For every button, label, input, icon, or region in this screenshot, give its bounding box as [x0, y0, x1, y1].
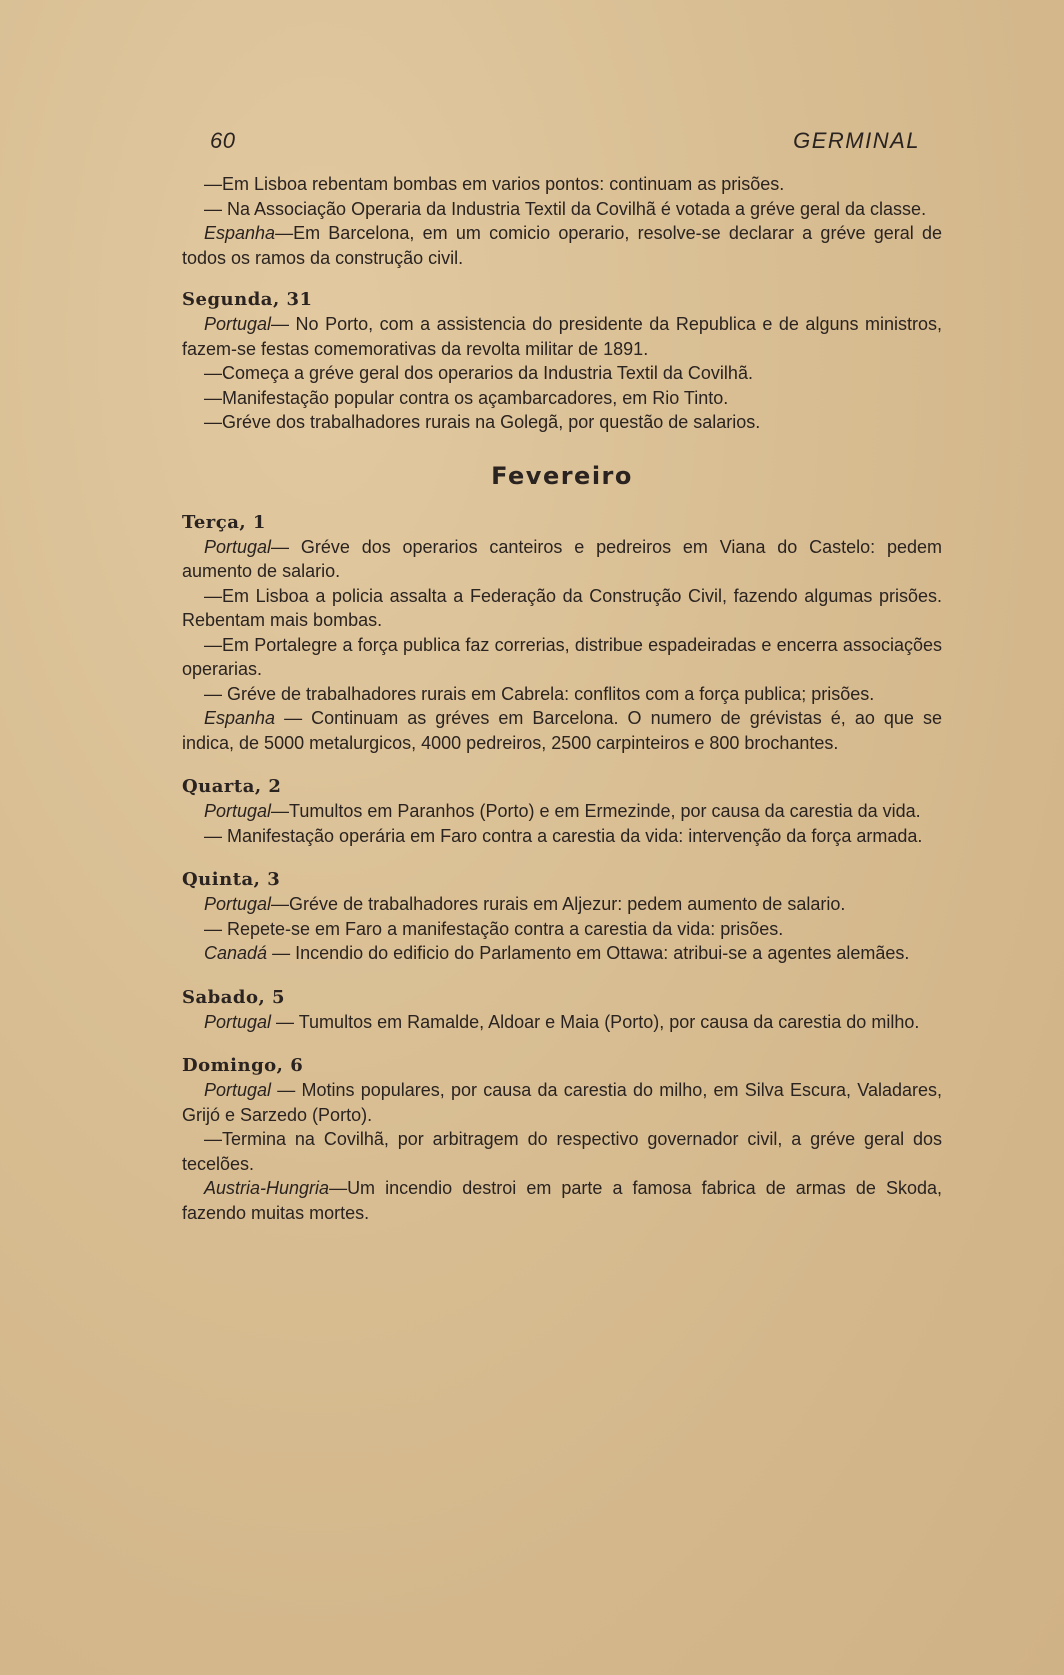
entry-paragraph: —Manifestação popular contra os açambarcadores, em Rio Tinto. [204, 387, 729, 408]
page-content [182, 172, 942, 1225]
entry-text: —Em Barcelona, em um comicio operario, resolve-se declarar a gréve geral de todos os ramos da construção civil. [182, 223, 942, 268]
day-heading: Sabado, 5 [182, 986, 286, 1008]
entry-paragraph [182, 892, 942, 917]
country-name: Portugal [204, 1011, 272, 1032]
entry-paragraph [182, 312, 942, 361]
entry-paragraph: — Repete-se em Faro a manifestação contra a carestia da vida: prisões. [204, 918, 784, 939]
entry-paragraph: — Na Associação Operaria da Industria Textil da Covilhã é votada a gréve geral da classe. [204, 198, 927, 219]
page-header [210, 128, 920, 162]
entry-paragraph: —Gréve dos trabalhadores rurais na Golegã, por questão de salarios. [204, 412, 761, 432]
page-number: 60 [210, 128, 236, 153]
entry-paragraph: — Gréve de trabalhadores rurais em Cabrela: conflitos com a força publica; prisões. [204, 683, 875, 704]
country-name: Portugal [204, 536, 272, 557]
day-heading: Terça, 1 [182, 511, 266, 533]
entry-paragraph: —Começa a gréve geral dos operarios da Industria Textil da Covilhã. [204, 363, 753, 383]
country-name: Portugal [204, 801, 272, 821]
entry-paragraph [182, 941, 942, 966]
country-name: Portugal [204, 314, 272, 334]
entry-text: — Gréve dos operarios canteiros e pedreiros em Viana do Castelo: pedem aumento de salario. [182, 536, 942, 581]
entry-paragraph: —Em Portalegre a força publica faz correrias, distribue espadeiradas e encerra associações operarias. [182, 634, 942, 679]
entry-text: —Tumultos em Paranhos (Porto) e em Ermezinde, por causa da carestia da vida. [271, 801, 921, 821]
entry-text: —Gréve de trabalhadores rurais em Aljezur: pedem aumento de salario. [271, 894, 846, 914]
entry-paragraph: —Em Lisboa a policia assalta a Federação da Construção Civil, fazendo algumas prisões. Rebentam mais bombas. [182, 585, 942, 630]
country-name: Canadá [204, 943, 268, 963]
entry-text: —Um incendio destroi em parte a famosa fabrica de armas de Skoda, fazendo muitas mortes. [182, 1178, 942, 1223]
entry-paragraph: —Termina na Covilhã, por arbitragem do respectivo governador civil, a gréve geral dos tecelões. [182, 1129, 942, 1174]
entry-paragraph [182, 535, 942, 584]
entry-paragraph [182, 221, 942, 270]
entry-paragraph: —Em Lisboa rebentam bombas em varios pontos: continuam as prisões. [204, 174, 785, 194]
day-heading: Segunda, 31 [182, 289, 313, 310]
day-heading: Quarta, 2 [182, 776, 282, 797]
entry-text: — No Porto, com a assistencia do presidente da Republica e de alguns ministros, fazem-se festas comemorativas da revolta militar de 1891. [182, 314, 942, 359]
country-name: Espanha [204, 223, 276, 243]
entry-text: — Continuam as gréves em Barcelona. O numero de grévistas é, ao que se indica, de 5000 metalurgicos, 4000 pedreiros, 2500 carpinteiros e 800 brochantes. [182, 708, 942, 753]
running-title: GERMINAL [793, 128, 920, 153]
day-heading: Quinta, 3 [182, 869, 281, 890]
entry-paragraph [182, 1176, 942, 1225]
month-heading: Fevereiro [491, 461, 633, 490]
entry-paragraph [182, 1010, 942, 1035]
country-name: Espanha [204, 708, 276, 728]
country-name: Portugal [204, 1080, 272, 1100]
entry-paragraph [182, 1078, 942, 1127]
day-heading: Domingo, 6 [182, 1055, 304, 1076]
entry-text: — Motins populares, por causa da carestia do milho, em Silva Escura, Valadares, Grijó e Sarzedo (Porto). [182, 1080, 942, 1125]
entry-paragraph [182, 706, 942, 755]
entry-paragraph: — Manifestação operária em Faro contra a carestia da vida: intervenção da força armada. [204, 825, 923, 846]
entry-text: — Tumultos em Ramalde, Aldoar e Maia (Porto), por causa da carestia do milho. [271, 1011, 920, 1032]
country-name: Austria-Hungria [204, 1178, 330, 1198]
country-name: Portugal [204, 894, 272, 914]
entry-paragraph [182, 799, 942, 824]
entry-text: — Incendio do edificio do Parlamento em Ottawa: atribui-se a agentes alemães. [267, 943, 910, 963]
